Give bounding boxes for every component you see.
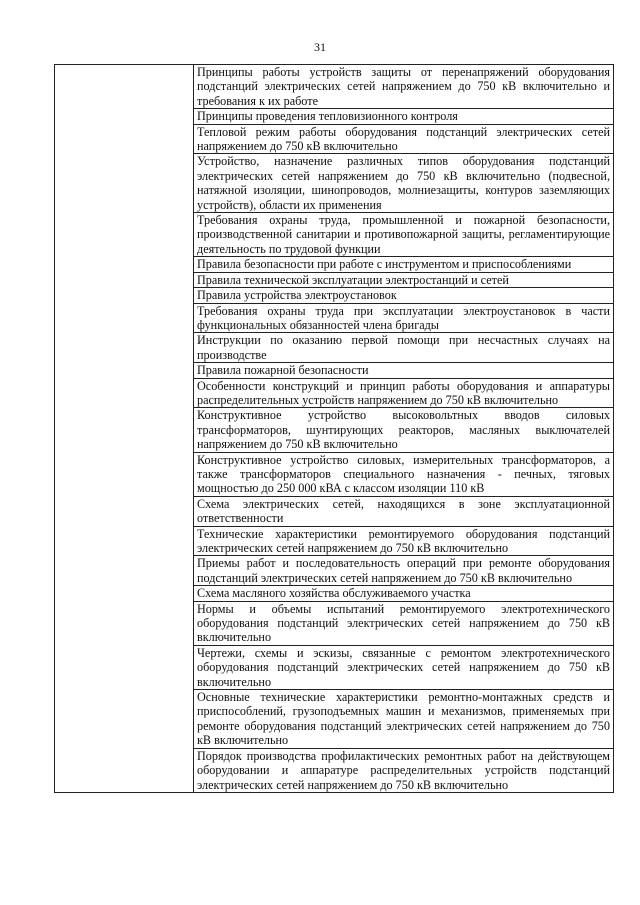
- requirements-table: [54, 64, 614, 793]
- table-cell: Тепловой режим работы оборудования подстанций электрических сетей напряжением до 750 кВ включительно: [194, 124, 614, 154]
- table-cell: Правила устройства электроустановок: [194, 288, 614, 303]
- table-cell: Инструкции по оказанию первой помощи при несчастных случаях на производстве: [194, 333, 614, 363]
- table-cell: Конструктивное устройство высоковольтных вводов силовых трансформаторов, шунтирующих реакторов, масляных выключателей напряжением до 750 кВ включительно: [194, 408, 614, 452]
- table-row: [55, 65, 614, 109]
- page-number: 31: [314, 40, 326, 54]
- table-cell: Конструктивное устройство силовых, измерительных трансформаторов, а также трансформаторов специального назначения - печных, тяговых мощностью до 250 000 кВА с классом изоляции 110 кВ: [194, 452, 614, 496]
- table-cell: Схема масляного хозяйства обслуживаемого участка: [194, 586, 614, 601]
- table-cell: Требования охраны труда при эксплуатации электроустановок в части функциональных обязанностей члена бригады: [194, 303, 614, 333]
- table-cell: Принципы работы устройств защиты от перенапряжений оборудования подстанций электрических сетей напряжением до 750 кВ включительно и требования к их работе: [194, 65, 614, 109]
- left-column-empty-cell: [55, 65, 194, 793]
- table-cell: Технические характеристики ремонтируемого оборудования подстанций электрических сетей напряжением до 750 кВ включительно: [194, 526, 614, 556]
- table-cell: Принципы проведения тепловизионного контроля: [194, 109, 614, 124]
- table-cell: Особенности конструкций и принцип работы оборудования и аппаратуры распределительных устройств напряжением до 750 кВ включительно: [194, 378, 614, 408]
- table-cell: Правила технической эксплуатации электростанций и сетей: [194, 272, 614, 287]
- table-cell: Правила пожарной безопасности: [194, 363, 614, 378]
- table-cell: Нормы и объемы испытаний ремонтируемого электротехнического оборудования подстанций электрических сетей напряжением до 750 кВ включительно: [194, 601, 614, 645]
- table-cell: Основные технические характеристики ремонтно-монтажных средств и приспособлений, грузоподъемных машин и механизмов, применяемых при ремонте оборудования подстанций электрических сетей напряжением до 750 кВ включительно: [194, 690, 614, 749]
- table-cell: Порядок производства профилактических ремонтных работ на действующем оборудовании и аппаратуре распределительных устройств подстанций электрических сетей напряжением до 750 кВ включительно: [194, 748, 614, 792]
- table-cell: Устройство, назначение различных типов оборудования подстанций электрических сетей напряжением до 750 кВ включительно (подвесной, натяжной изоляции, шинопроводов, молниезащиты, контуров заземляющих устройств), области их применения: [194, 154, 614, 213]
- table-cell: Чертежи, схемы и эскизы, связанные с ремонтом электротехнического оборудования подстанций электрических сетей напряжением до 750 кВ включительно: [194, 645, 614, 689]
- table-cell: Приемы работ и последовательность операций при ремонте оборудования подстанций электрических сетей напряжением до 750 кВ включительно: [194, 556, 614, 586]
- table-cell: Требования охраны труда, промышленной и пожарной безопасности, производственной санитарии и противопожарной защиты, регламентирующие деятельность по трудовой функции: [194, 213, 614, 257]
- table-cell: Схема электрических сетей, находящихся в зоне эксплуатационной ответственности: [194, 496, 614, 526]
- table-cell: Правила безопасности при работе с инструментом и приспособлениями: [194, 257, 614, 272]
